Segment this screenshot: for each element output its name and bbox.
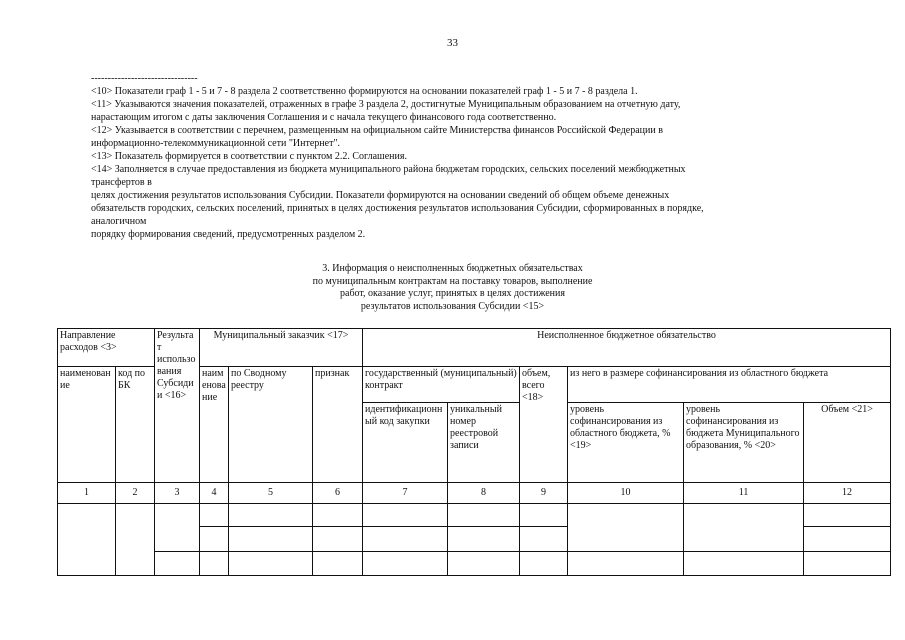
empty-cell <box>804 552 891 576</box>
empty-cell <box>200 504 229 527</box>
empty-cell <box>804 527 891 552</box>
empty-cell <box>313 504 363 527</box>
col-number: 3 <box>155 483 200 504</box>
header-contract: государственный (муниципальный) контракт <box>363 367 520 403</box>
col-number: 7 <box>363 483 448 504</box>
header-level-municipal: уровень софинансирования из бюджета Муниципального образования, % <20> <box>684 403 804 483</box>
header-registry-number: уникальный номер реестровой записи <box>448 403 520 483</box>
section-title-line: работ, оказание услуг, принятых в целях достижения <box>340 288 565 299</box>
empty-cell <box>313 552 363 576</box>
header-name: наименование <box>58 367 116 483</box>
section-title-line: 3. Информация о неисполненных бюджетных обязательствах <box>322 263 583 274</box>
col-number: 6 <box>313 483 363 504</box>
header-result: Результат использования Субсидии <16> <box>155 329 200 483</box>
header-cofinancing: из него в размере софинансирования из областного бюджета <box>568 367 891 403</box>
section-title <box>0 263 905 313</box>
header-volume: объем, всего <18> <box>520 367 568 483</box>
col-number: 10 <box>568 483 684 504</box>
empty-cell <box>568 552 684 576</box>
header-registry: по Сводному реестру <box>229 367 313 483</box>
empty-cell <box>520 527 568 552</box>
footnote-14-cont2: целях достижения результатов использования Субсидии. Показатели формируются на основании сведений об общем объеме денежных <box>91 190 670 201</box>
empty-cell <box>155 504 200 552</box>
footnote-10: <10> Показатели граф 1 - 5 и 7 - 8 раздела 2 соответственно формируются на основании показателей граф 1 - 5 и 7 - 8 раздела 1. <box>91 86 638 97</box>
obligations-table <box>57 328 891 576</box>
col-number: 9 <box>520 483 568 504</box>
empty-cell <box>363 504 448 527</box>
footnote-12-cont: информационно-телекоммуникационной сети "Интернет". <box>91 138 341 149</box>
table-row <box>58 552 891 576</box>
empty-cell <box>568 504 684 552</box>
footnote-13: <13> Показатель формируется в соответствии с пунктом 2.2. Соглашения. <box>91 151 407 162</box>
empty-cell <box>116 504 155 576</box>
empty-cell <box>58 504 116 576</box>
section-title-line: по муниципальным контрактам на поставку товаров, выполнение <box>312 275 593 287</box>
footnote-12: <12> Указывается в соответствии с перечнем, размещенным на официальном сайте Министерства финансов Российской Федерации в <box>91 125 663 136</box>
col-number: 8 <box>448 483 520 504</box>
header-obligation: Неисполненное бюджетное обязательство <box>363 329 891 367</box>
empty-cell <box>229 504 313 527</box>
section-title-line: результатов использования Субсидии <15> <box>360 300 545 312</box>
empty-cell <box>155 552 200 576</box>
col-number: 11 <box>684 483 804 504</box>
col-number: 4 <box>200 483 229 504</box>
header-level-regional: уровень софинансирования из областного бюджета, % <19> <box>568 403 684 483</box>
empty-cell <box>684 504 804 552</box>
empty-cell <box>448 552 520 576</box>
empty-cell <box>313 527 363 552</box>
col-number: 12 <box>804 483 891 504</box>
table-row <box>58 504 891 527</box>
empty-cell <box>229 527 313 552</box>
footnote-14: <14> Заполняется в случае предоставления из бюджета муниципального района бюджетам городских, сельских поселений межбюджетных <box>91 164 686 175</box>
col-number: 2 <box>116 483 155 504</box>
empty-cell <box>200 527 229 552</box>
header-customer-name: наименование <box>200 367 229 483</box>
footnote-11: <11> Указываются значения показателей, отраженных в графе 3 раздела 2, достигнутые Муниципальным образованием на отчетную дату, <box>91 99 681 110</box>
empty-cell <box>200 552 229 576</box>
empty-cell <box>229 552 313 576</box>
footnotes <box>91 72 843 241</box>
empty-cell <box>804 504 891 527</box>
page-number: 33 <box>447 37 458 49</box>
footnote-14-cont1: трансфертов в <box>91 177 152 188</box>
column-numbers-row <box>58 483 891 504</box>
empty-cell <box>520 552 568 576</box>
header-ident-code: идентификационный код закупки <box>363 403 448 483</box>
header-kbk: код по БК <box>116 367 155 483</box>
empty-cell <box>684 552 804 576</box>
footnote-11-cont: нарастающим итогом с даты заключения Соглашения и с начала текущего финансового года соответственно. <box>91 112 557 123</box>
footnote-14-cont5: порядку формирования сведений, предусмотренных разделом 2. <box>91 229 366 240</box>
header-customer: Муниципальный заказчик <17> <box>200 329 363 367</box>
empty-cell <box>448 527 520 552</box>
empty-cell <box>448 504 520 527</box>
footnote-14-cont4: аналогичном <box>91 216 147 227</box>
header-direction: Направление расходов <3> <box>58 329 155 367</box>
empty-cell <box>363 552 448 576</box>
col-number: 5 <box>229 483 313 504</box>
col-number: 1 <box>58 483 116 504</box>
header-amount: Объем <21> <box>804 403 891 483</box>
footnote-14-cont3: обязательств городских, сельских поселений, принятых в целях достижения результатов использования Субсидии, сформированных в порядке, <box>91 203 704 214</box>
header-sign: признак <box>313 367 363 483</box>
empty-cell <box>363 527 448 552</box>
footnote-separator: -------------------------------- <box>91 73 198 84</box>
empty-cell <box>520 504 568 527</box>
